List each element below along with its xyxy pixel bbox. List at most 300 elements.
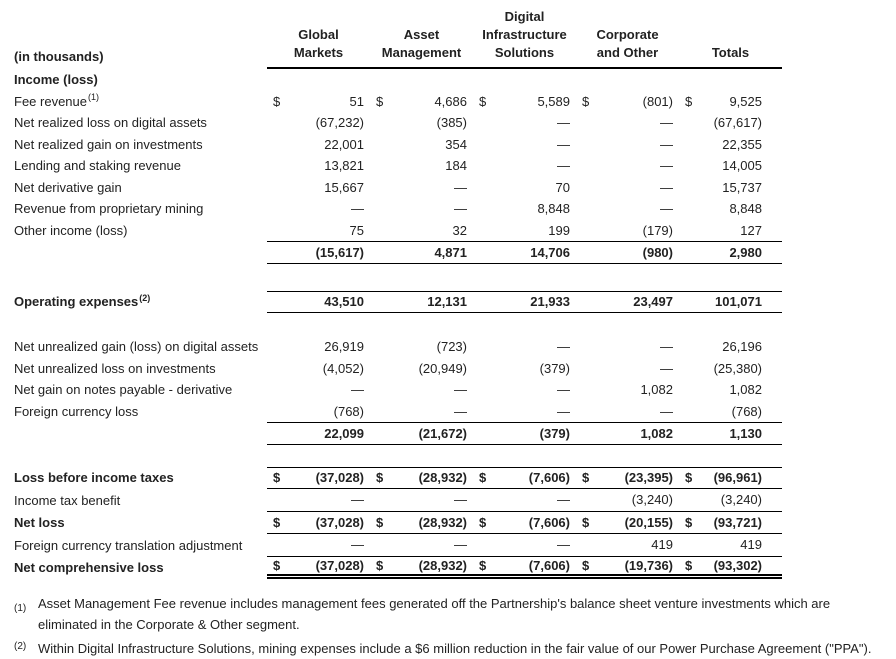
cell-value: (7,606) bbox=[528, 557, 570, 573]
cell-value: 21,933 bbox=[530, 294, 570, 310]
value-cell bbox=[267, 115, 370, 130]
cell-value: (23,395) bbox=[624, 470, 673, 486]
cell-value: — bbox=[660, 201, 673, 217]
row-label bbox=[14, 69, 267, 91]
value-cell bbox=[576, 470, 679, 485]
cell-value: 8,848 bbox=[729, 201, 762, 217]
value-cell bbox=[473, 404, 576, 419]
value-cell bbox=[576, 492, 679, 507]
row-label bbox=[14, 489, 267, 512]
value-cell bbox=[679, 515, 782, 530]
cell-value: (7,606) bbox=[528, 470, 570, 486]
value-cell bbox=[473, 294, 576, 309]
cell-value: — bbox=[557, 492, 570, 508]
row-spacer bbox=[14, 264, 896, 291]
cell-value: 419 bbox=[651, 537, 673, 553]
value-cell bbox=[267, 426, 370, 441]
dollar-sign: $ bbox=[685, 514, 693, 530]
value-cell bbox=[576, 404, 679, 419]
column-header-line: and Other bbox=[596, 45, 659, 60]
row-values bbox=[267, 557, 782, 580]
value-cell bbox=[473, 137, 576, 152]
cell-value: 22,099 bbox=[324, 425, 364, 441]
footnote-1-text bbox=[38, 593, 884, 635]
value-cell bbox=[576, 426, 679, 441]
column-header-line: Corporate bbox=[596, 27, 659, 42]
value-cell bbox=[679, 294, 782, 309]
cell-value: 1,082 bbox=[640, 382, 673, 398]
value-cell bbox=[267, 382, 370, 397]
value-cell bbox=[679, 470, 782, 485]
value-cell bbox=[473, 361, 576, 376]
row-label bbox=[14, 534, 267, 557]
value-cell bbox=[267, 137, 370, 152]
value-cell bbox=[267, 404, 370, 419]
cell-value: (96,961) bbox=[713, 470, 762, 486]
footnote-1-marker: (1) bbox=[14, 603, 27, 614]
column-header-line: Management bbox=[381, 45, 462, 60]
row-values bbox=[267, 379, 782, 401]
footnote-line: Asset Management Fee revenue includes management fees generated off the Partnership's balance sheet venture investments which are bbox=[38, 596, 831, 611]
cell-value: 15,667 bbox=[324, 179, 364, 195]
row-label bbox=[14, 336, 267, 358]
row-other-income-loss bbox=[14, 220, 896, 242]
cell-value: 184 bbox=[445, 158, 467, 174]
cell-value: — bbox=[454, 201, 467, 217]
column-header-4 bbox=[576, 26, 679, 67]
value-cell bbox=[370, 115, 473, 130]
value-cell bbox=[679, 492, 782, 507]
row-values bbox=[267, 358, 782, 380]
row-values bbox=[267, 336, 782, 358]
row-net-comprehensive-loss bbox=[14, 557, 896, 580]
value-cell bbox=[267, 158, 370, 173]
value-cell bbox=[370, 94, 473, 109]
cell-value: — bbox=[351, 537, 364, 553]
column-header-3 bbox=[473, 8, 576, 67]
cell-value: — bbox=[660, 136, 673, 152]
section-income-loss bbox=[14, 69, 896, 91]
cell-value: (385) bbox=[436, 115, 467, 131]
column-header-line: Solutions bbox=[494, 45, 555, 60]
column-header-2 bbox=[370, 26, 473, 67]
value-cell bbox=[576, 94, 679, 109]
cell-value: 101,071 bbox=[715, 294, 762, 310]
row-spacer bbox=[14, 445, 896, 467]
value-cell bbox=[370, 515, 473, 530]
value-cell bbox=[679, 245, 782, 260]
row-label-text: Revenue from proprietary mining bbox=[14, 201, 204, 217]
value-cell bbox=[576, 137, 679, 152]
column-header-line: Infrastructure bbox=[482, 27, 567, 42]
value-cell bbox=[679, 382, 782, 397]
cell-value: 15,737 bbox=[722, 179, 762, 195]
value-cell bbox=[576, 382, 679, 397]
row-label-text: Foreign currency translation adjustment bbox=[14, 537, 243, 553]
row-spacer bbox=[14, 313, 896, 336]
cell-value: (19,736) bbox=[624, 557, 673, 573]
cell-value: — bbox=[660, 158, 673, 174]
column-header-line: Markets bbox=[293, 45, 344, 60]
footnote-line: Within Digital Infrastructure Solutions, mining expenses include a $6 million reduction in the fair value of our Power Purchase Agreement ("PPA"). bbox=[38, 641, 872, 656]
row-label-text: Net realized loss on digital assets bbox=[14, 115, 207, 131]
value-cell bbox=[576, 537, 679, 552]
row-label-text: Fee revenue bbox=[14, 93, 87, 109]
value-cell bbox=[370, 339, 473, 354]
value-cell bbox=[473, 558, 576, 573]
cell-value: (3,240) bbox=[631, 492, 673, 508]
cell-value: 1,082 bbox=[729, 382, 762, 398]
value-cell bbox=[473, 470, 576, 485]
value-cell bbox=[370, 137, 473, 152]
value-cell bbox=[267, 339, 370, 354]
footnote-reference: (1) bbox=[88, 92, 99, 103]
row-loss-before-income-taxes bbox=[14, 467, 896, 490]
value-cell bbox=[370, 361, 473, 376]
cell-value: — bbox=[660, 360, 673, 376]
value-cell bbox=[576, 294, 679, 309]
footnote-2 bbox=[14, 638, 896, 659]
row-label-text: Net gain on notes payable - derivative bbox=[14, 382, 233, 398]
cell-value: 9,525 bbox=[729, 93, 762, 109]
row-label bbox=[14, 112, 267, 134]
value-cell bbox=[473, 515, 576, 530]
cell-value: (28,932) bbox=[418, 557, 467, 573]
cell-value: 22,355 bbox=[722, 136, 762, 152]
cell-value: 419 bbox=[740, 537, 762, 553]
cell-value: (723) bbox=[436, 339, 467, 355]
row-foreign-currency-translation-adjustment bbox=[14, 534, 896, 557]
dollar-sign: $ bbox=[376, 470, 384, 486]
column-header-line: Global bbox=[298, 27, 339, 42]
value-cell bbox=[370, 294, 473, 309]
cell-value: 43,510 bbox=[324, 294, 364, 310]
row-total-income-loss bbox=[14, 241, 896, 264]
row-total-unrealized bbox=[14, 422, 896, 445]
row-label bbox=[14, 134, 267, 156]
row-values bbox=[267, 112, 782, 134]
cell-value: 5,589 bbox=[537, 93, 570, 109]
dollar-sign: $ bbox=[376, 514, 384, 530]
row-income-tax-benefit bbox=[14, 489, 896, 512]
cell-value: (67,617) bbox=[713, 115, 762, 131]
cell-value: (93,302) bbox=[713, 557, 762, 573]
value-cell bbox=[267, 492, 370, 507]
value-cell bbox=[370, 426, 473, 441]
value-cell bbox=[576, 361, 679, 376]
row-label-text: Net unrealized loss on investments bbox=[14, 360, 216, 376]
row-label bbox=[14, 291, 267, 314]
cell-value: — bbox=[660, 403, 673, 419]
cell-value: 127 bbox=[740, 222, 762, 238]
cell-value: (20,949) bbox=[418, 360, 467, 376]
row-net-realized-loss-digital-assets bbox=[14, 112, 896, 134]
table-header bbox=[14, 8, 896, 69]
value-cell bbox=[267, 180, 370, 195]
value-cell bbox=[267, 94, 370, 109]
row-label bbox=[14, 512, 267, 535]
row-foreign-currency-loss bbox=[14, 401, 896, 423]
cell-value: (179) bbox=[642, 222, 673, 238]
cell-value: (980) bbox=[642, 244, 673, 260]
value-cell bbox=[267, 470, 370, 485]
row-net-realized-gain-investments bbox=[14, 134, 896, 156]
dollar-sign: $ bbox=[479, 470, 487, 486]
row-values bbox=[267, 422, 782, 445]
cell-value: — bbox=[557, 537, 570, 553]
cell-value: — bbox=[660, 339, 673, 355]
value-cell bbox=[679, 201, 782, 216]
dollar-sign: $ bbox=[273, 93, 281, 109]
cell-value: (67,232) bbox=[315, 115, 364, 131]
row-values bbox=[267, 134, 782, 156]
value-cell bbox=[576, 115, 679, 130]
cell-value: (25,380) bbox=[713, 360, 762, 376]
row-operating-expenses bbox=[14, 291, 896, 314]
cell-value: — bbox=[454, 492, 467, 508]
value-cell bbox=[267, 515, 370, 530]
dollar-sign: $ bbox=[376, 93, 384, 109]
column-header-line: Digital bbox=[504, 9, 545, 24]
row-values bbox=[267, 198, 782, 220]
value-cell bbox=[267, 537, 370, 552]
cell-value: (4,052) bbox=[322, 360, 364, 376]
row-label-text: Foreign currency loss bbox=[14, 403, 139, 419]
value-cell bbox=[576, 180, 679, 195]
value-cell bbox=[576, 245, 679, 260]
value-cell bbox=[679, 137, 782, 152]
cell-value: (3,240) bbox=[720, 492, 762, 508]
row-label-text: Net derivative gain bbox=[14, 179, 122, 195]
dollar-sign: $ bbox=[685, 557, 693, 573]
cell-value: — bbox=[660, 115, 673, 131]
value-cell bbox=[267, 361, 370, 376]
dollar-sign: $ bbox=[376, 557, 384, 573]
table-rows bbox=[14, 69, 896, 579]
row-values bbox=[267, 155, 782, 177]
dollar-sign: $ bbox=[273, 557, 281, 573]
row-label-text: Other income (loss) bbox=[14, 222, 128, 238]
value-cell bbox=[679, 404, 782, 419]
value-cell bbox=[473, 492, 576, 507]
row-label bbox=[14, 241, 267, 264]
value-cell bbox=[267, 294, 370, 309]
cell-value: 32 bbox=[452, 222, 467, 238]
cell-value: (28,932) bbox=[418, 470, 467, 486]
row-net-unrealized-gain-loss-digital-assets bbox=[14, 336, 896, 358]
row-values bbox=[267, 512, 782, 535]
value-cell bbox=[370, 558, 473, 573]
cell-value: (28,932) bbox=[418, 514, 467, 530]
value-cell bbox=[370, 223, 473, 238]
row-label bbox=[14, 358, 267, 380]
cell-value: — bbox=[454, 403, 467, 419]
dollar-sign: $ bbox=[582, 514, 590, 530]
cell-value: 4,686 bbox=[434, 93, 467, 109]
row-label bbox=[14, 177, 267, 199]
cell-value: 354 bbox=[445, 136, 467, 152]
cell-value: 12,131 bbox=[427, 294, 467, 310]
cell-value: 26,919 bbox=[324, 339, 364, 355]
row-label-text: Operating expenses bbox=[14, 294, 139, 310]
cell-value: — bbox=[454, 382, 467, 398]
value-cell bbox=[576, 515, 679, 530]
value-cell bbox=[267, 245, 370, 260]
row-label bbox=[14, 220, 267, 242]
value-cell bbox=[473, 94, 576, 109]
value-cell bbox=[370, 201, 473, 216]
cell-value: (37,028) bbox=[315, 514, 364, 530]
cell-value: (15,617) bbox=[315, 244, 364, 260]
value-cell bbox=[267, 201, 370, 216]
row-label bbox=[14, 155, 267, 177]
row-net-gain-notes-payable-derivative bbox=[14, 379, 896, 401]
value-cell bbox=[576, 558, 679, 573]
value-cell bbox=[679, 94, 782, 109]
cell-value: 1,130 bbox=[729, 425, 762, 441]
row-label bbox=[14, 467, 267, 490]
cell-value: 13,821 bbox=[324, 158, 364, 174]
dollar-sign: $ bbox=[273, 514, 281, 530]
value-cell bbox=[473, 426, 576, 441]
cell-value: — bbox=[351, 382, 364, 398]
row-values bbox=[267, 534, 782, 557]
value-cell bbox=[473, 158, 576, 173]
footnote-reference: (2) bbox=[139, 292, 151, 303]
dollar-sign: $ bbox=[273, 470, 281, 486]
row-values bbox=[267, 467, 782, 490]
cell-value: 75 bbox=[349, 222, 364, 238]
cell-value: (7,606) bbox=[528, 514, 570, 530]
row-net-derivative-gain bbox=[14, 177, 896, 199]
cell-value: 4,871 bbox=[434, 244, 467, 260]
cell-value: — bbox=[557, 382, 570, 398]
row-values bbox=[267, 220, 782, 242]
dollar-sign: $ bbox=[582, 93, 590, 109]
value-cell bbox=[679, 115, 782, 130]
column-header-5 bbox=[679, 44, 782, 67]
cell-value: 1,082 bbox=[640, 425, 673, 441]
units-label: (in thousands) bbox=[14, 49, 104, 64]
value-cell bbox=[370, 492, 473, 507]
footnotes bbox=[14, 593, 896, 659]
value-cell bbox=[473, 382, 576, 397]
row-values bbox=[267, 91, 782, 113]
row-label bbox=[14, 401, 267, 423]
row-label bbox=[14, 379, 267, 401]
dollar-sign: $ bbox=[582, 557, 590, 573]
row-values bbox=[267, 489, 782, 512]
value-cell bbox=[576, 158, 679, 173]
cell-value: — bbox=[351, 492, 364, 508]
cell-value: (768) bbox=[333, 403, 364, 419]
column-header-line: Totals bbox=[711, 45, 750, 60]
cell-value: 23,497 bbox=[633, 294, 673, 310]
row-values bbox=[267, 241, 782, 264]
cell-value: 8,848 bbox=[537, 201, 570, 217]
row-label-text: Lending and staking revenue bbox=[14, 158, 181, 174]
value-cell bbox=[473, 223, 576, 238]
cell-value: — bbox=[557, 136, 570, 152]
cell-value: (20,155) bbox=[624, 514, 673, 530]
row-label-text: Net comprehensive loss bbox=[14, 560, 164, 576]
value-cell bbox=[370, 382, 473, 397]
row-revenue-proprietary-mining bbox=[14, 198, 896, 220]
value-cell bbox=[576, 201, 679, 216]
cell-value: (21,672) bbox=[418, 425, 467, 441]
value-cell bbox=[370, 470, 473, 485]
column-headers bbox=[267, 8, 782, 69]
value-cell bbox=[679, 426, 782, 441]
value-cell bbox=[679, 361, 782, 376]
cell-value: (801) bbox=[642, 93, 673, 109]
column-header-1 bbox=[267, 26, 370, 67]
row-label-text: Net unrealized gain (loss) on digital assets bbox=[14, 339, 259, 355]
cell-value: (379) bbox=[539, 360, 570, 376]
row-net-loss bbox=[14, 512, 896, 535]
row-label-text: Net loss bbox=[14, 515, 65, 531]
value-cell bbox=[576, 223, 679, 238]
value-cell bbox=[679, 537, 782, 552]
cell-value: 51 bbox=[349, 93, 364, 109]
dollar-sign: $ bbox=[479, 93, 487, 109]
row-label-text: Income (loss) bbox=[14, 72, 98, 88]
cell-value: — bbox=[351, 201, 364, 217]
row-label bbox=[14, 422, 267, 445]
cell-value: 14,706 bbox=[530, 244, 570, 260]
value-cell bbox=[473, 180, 576, 195]
cell-value: — bbox=[557, 158, 570, 174]
value-cell bbox=[679, 223, 782, 238]
cell-value: — bbox=[660, 179, 673, 195]
dollar-sign: $ bbox=[582, 470, 590, 486]
cell-value: 2,980 bbox=[729, 244, 762, 260]
cell-value: — bbox=[454, 537, 467, 553]
value-cell bbox=[370, 245, 473, 260]
cell-value: — bbox=[557, 115, 570, 131]
cell-value: (93,721) bbox=[713, 514, 762, 530]
value-cell bbox=[267, 558, 370, 573]
row-label bbox=[14, 198, 267, 220]
value-cell bbox=[679, 158, 782, 173]
dollar-sign: $ bbox=[685, 93, 693, 109]
row-fee-revenue bbox=[14, 91, 896, 113]
row-values bbox=[267, 401, 782, 423]
cell-value: — bbox=[557, 403, 570, 419]
footnote-2-text bbox=[38, 638, 884, 659]
cell-value: — bbox=[454, 179, 467, 195]
value-cell bbox=[473, 201, 576, 216]
cell-value: 26,196 bbox=[722, 339, 762, 355]
footnote-1 bbox=[14, 593, 896, 635]
dollar-sign: $ bbox=[685, 470, 693, 486]
value-cell bbox=[473, 115, 576, 130]
row-label-text: Net realized gain on investments bbox=[14, 136, 203, 152]
row-values bbox=[267, 291, 782, 314]
column-header-line: Asset bbox=[403, 27, 440, 42]
row-lending-staking-revenue bbox=[14, 155, 896, 177]
row-values bbox=[267, 177, 782, 199]
value-cell bbox=[473, 245, 576, 260]
cell-value: 199 bbox=[548, 222, 570, 238]
cell-value: 22,001 bbox=[324, 136, 364, 152]
dollar-sign: $ bbox=[479, 557, 487, 573]
dollar-sign: $ bbox=[479, 514, 487, 530]
value-cell bbox=[370, 404, 473, 419]
value-cell bbox=[370, 180, 473, 195]
value-cell bbox=[473, 339, 576, 354]
row-label-text: Loss before income taxes bbox=[14, 470, 174, 486]
